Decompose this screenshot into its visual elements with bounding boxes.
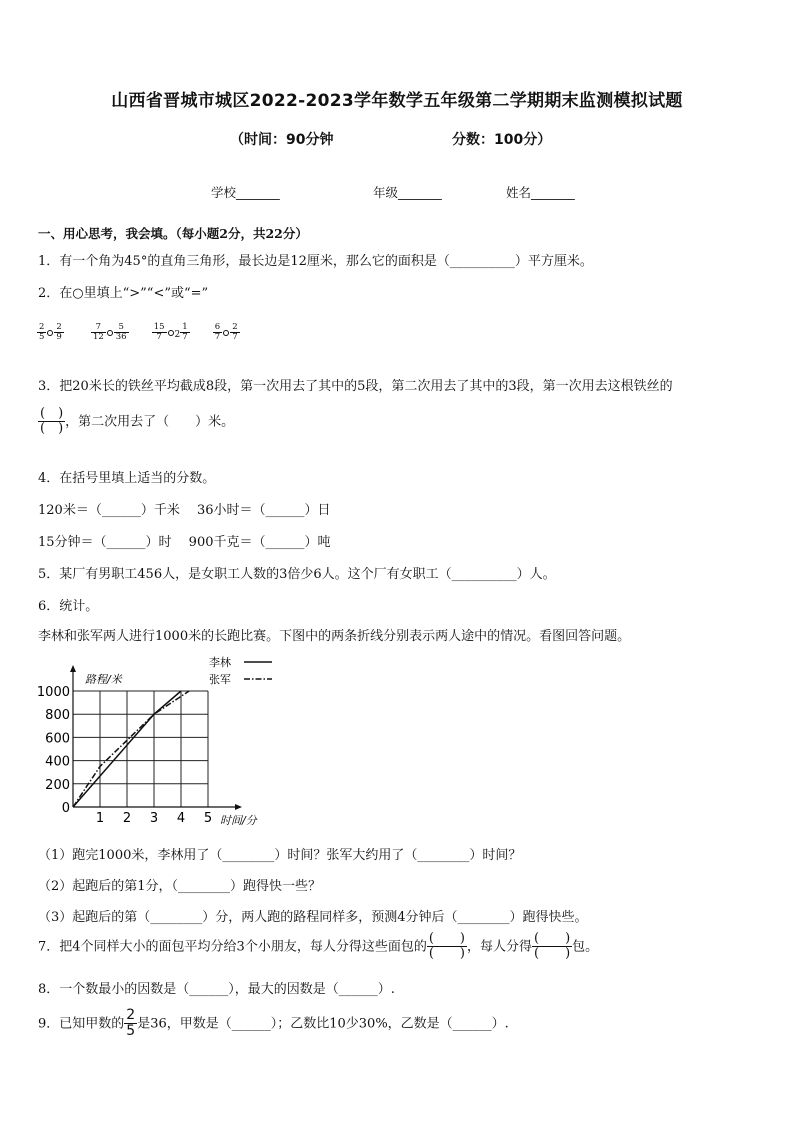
x-tick-label: 1: [95, 811, 105, 826]
exam-score: 分数：100分）: [452, 132, 552, 148]
question-3-cont: $\frac{( )}{( )}$ ，第二次用去了（ ）米。: [40, 406, 235, 437]
question-9: 9．已知甲数的 $\frac{2}{5}$ 是36，甲数是（______）；乙数比10少30%，乙数是（______）.: [38, 1007, 509, 1040]
y-tick-label: 400: [45, 754, 70, 770]
school-field: 学校_______: [211, 185, 280, 200]
grade-field: 年级_______: [373, 185, 442, 200]
y-axis-label: 路程/米: [85, 673, 122, 686]
comparison-item: $\frac{15}{7}$ 2 $\frac{1}{7}$: [153, 321, 188, 342]
y-tick-label: 200: [45, 777, 70, 793]
question-6-desc: 李林和张军两人进行1000米的长跑比赛。下图中的两条折线分别表示两人途中的情况。看图回答问题。: [38, 629, 631, 644]
question-4b: 15分钟＝（______）时 900千克＝（______）吨: [38, 535, 331, 550]
series-line-zhangjun: [73, 691, 189, 807]
question-4: 4．在括号里填上适当的分数。: [38, 471, 216, 486]
fraction-blank: $\frac{( )}{( )}$: [428, 931, 465, 962]
y-tick-label: 800: [45, 708, 70, 724]
compare-circle: [107, 330, 113, 336]
y-axis-arrow: [70, 665, 76, 672]
x-tick-label: 5: [203, 811, 213, 826]
question-6-2: （2）起跑后的第1分，（________）跑得快一些？: [38, 879, 322, 894]
question-1: 1．有一个角为45°的直角三角形，最长边是12厘米，那么它的面积是（__________）平方厘米。: [38, 254, 593, 269]
question-6-3: （3）起跑后的第（________）分，两人跑的路程同样多，预测4分钟后（________）跑得快些。: [38, 910, 588, 925]
fraction: $\frac{2}{5}$: [126, 1007, 136, 1040]
x-tick-label: 2: [122, 811, 132, 826]
fraction-blank: $\frac{( )}{( )}$: [40, 406, 64, 437]
compare-circle: [47, 330, 53, 336]
y-tick-label: 600: [45, 731, 70, 747]
compare-circle: [223, 330, 229, 336]
fraction-blank: $\frac{( )}{( )}$: [534, 931, 571, 962]
compare-circle: [168, 330, 174, 336]
question-6-1: （1）跑完1000米，李林用了（________）时间？张军大约用了（________）时间？: [38, 848, 522, 863]
question-8: 8．一个数最小的因数是（______），最大的因数是（______）.: [38, 982, 395, 997]
race-chart: [36, 653, 286, 833]
legend-label: 李林: [209, 656, 231, 669]
y-tick-label: 1000: [36, 685, 70, 700]
comparison-item: $\frac{6}{7}$ $\frac{2}{7}$: [214, 321, 238, 342]
question-4a: 120米＝（______）千米 36小时＝（______）日: [38, 503, 331, 518]
x-axis-label: 时间/分: [220, 814, 257, 827]
q2-comparisons: [37, 322, 240, 342]
comparison-item: $\frac{7}{12}$ $\frac{5}{36}$: [92, 321, 127, 342]
x-axis-arrow: [235, 804, 242, 810]
question-3: 3．把20米长的铁丝平均截成8段，第一次用去了其中的5段，第二次用去了其中的3段，第一次用去这根铁丝的: [38, 379, 673, 394]
page-title: 山西省晋城市城区2022-2023学年数学五年级第二学期期末监测模拟试题: [111, 91, 683, 111]
question-2: 2．在○里填上“>”“<”或“=”: [38, 286, 209, 301]
question-6: 6．统计。: [38, 599, 99, 614]
question-5: 5．某厂有男职工456人，是女职工人数的3倍少6人。这个厂有女职工（__________）人。: [38, 567, 556, 582]
section-heading: 一、用心思考，我会填。（每小题2分，共22分）: [38, 226, 308, 241]
question-7: 7．把4个同样大小的面包平均分给3个小朋友，每人分得这些面包的 $\frac{( )}{( )}$ ，每人分得 $\frac{( )}{( )}$ 包。: [38, 931, 599, 962]
x-tick-label: 3: [149, 811, 159, 826]
legend-label: 张军: [209, 673, 231, 686]
comparison-item: $\frac{2}{5}$ $\frac{2}{9}$: [39, 321, 62, 342]
y-tick-label: 0: [61, 801, 70, 816]
x-tick-label: 4: [176, 811, 186, 826]
name-field: 姓名_______: [506, 185, 575, 200]
exam-time: （时间：90分钟: [230, 132, 334, 148]
